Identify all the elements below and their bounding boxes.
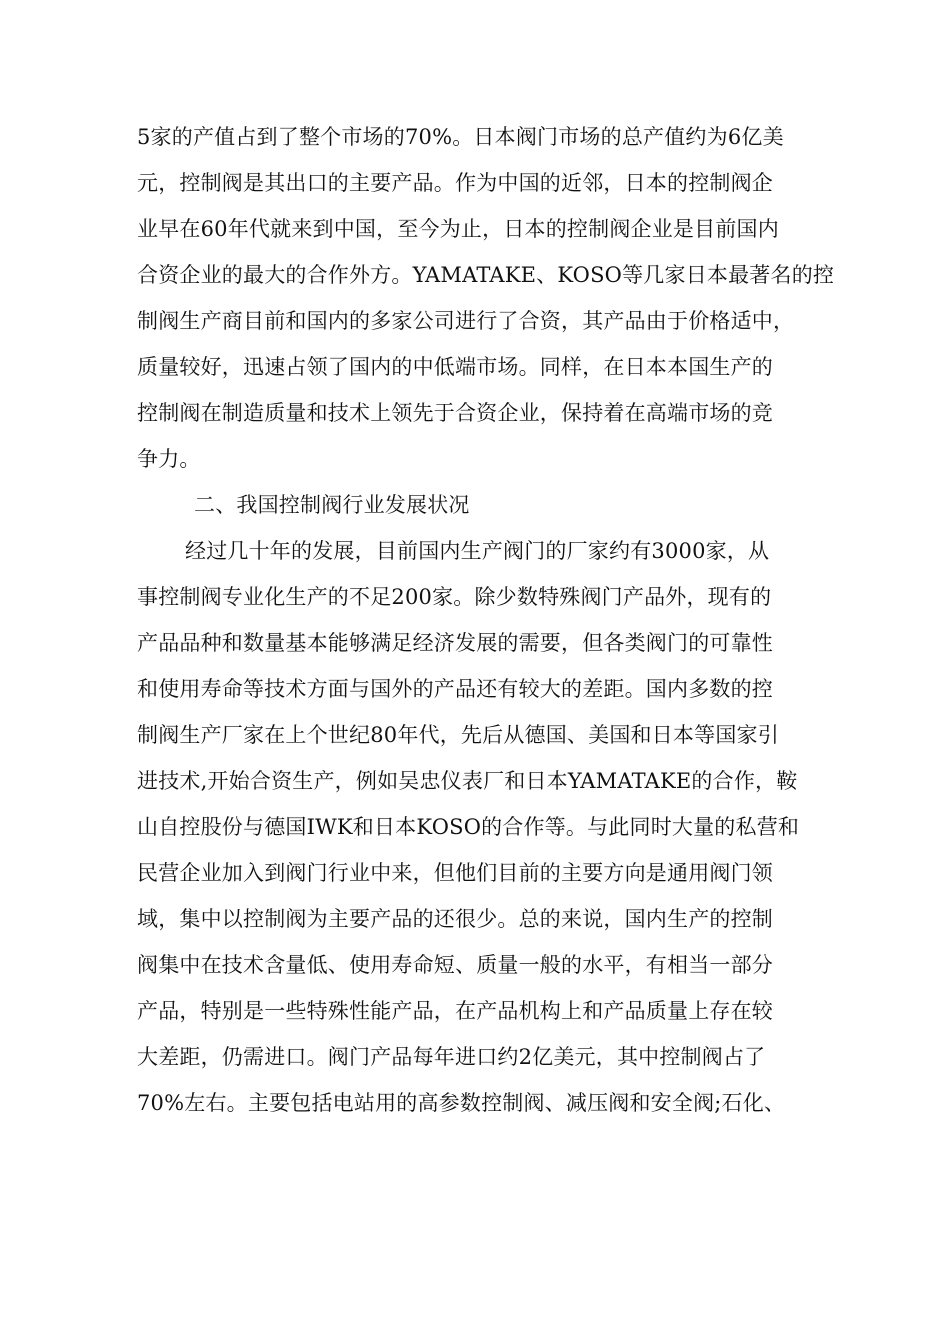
paragraph-line: 质量较好，迅速占领了国内的中低端市场。同样，在日本本国生产的 [137, 355, 773, 379]
paragraph-line: 民营企业加入到阀门行业中来，但他们目前的主要方向是通用阀门领 [137, 861, 773, 885]
paragraph-line: 和使用寿命等技术方面与国外的产品还有较大的差距。国内多数的控 [137, 677, 773, 701]
paragraph-line: 经过几十年的发展，目前国内生产阀门的厂家约有3000家，从 [185, 539, 770, 563]
paragraph-line: 争力。 [137, 447, 201, 471]
paragraph-line: 产品品种和数量基本能够满足经济发展的需要，但各类阀门的可靠性 [137, 631, 773, 655]
paragraph-line: 进技术,开始合资生产，例如吴忠仪表厂和日本YAMATAKE的合作，鞍 [137, 769, 798, 793]
paragraph-line: 事控制阀专业化生产的不足200家。除少数特殊阀门产品外，现有的 [137, 585, 772, 609]
paragraph-line: 山自控股份与德国IWK和日本KOSO的合作等。与此同时大量的私营和 [137, 815, 800, 839]
paragraph-line: 合资企业的最大的合作外方。YAMATAKE、KOSO等几家日本最著名的控 [137, 263, 835, 287]
paragraph-line: 产品，特别是一些特殊性能产品，在产品机构上和产品质量上存在较 [137, 999, 773, 1023]
section-heading: 二、我国控制阀行业发展状况 [194, 493, 470, 517]
paragraph-line: 域，集中以控制阀为主要产品的还很少。总的来说，国内生产的控制 [137, 907, 773, 931]
paragraph-line: 5家的产值占到了整个市场的70%。日本阀门市场的总产值约为6亿美 [137, 125, 784, 149]
paragraph-line: 制阀生产商目前和国内的多家公司进行了合资，其产品由于价格适中， [137, 309, 795, 333]
paragraph-line: 大差距，仍需进口。阀门产品每年进口约2亿美元，其中控制阀占了 [137, 1045, 766, 1069]
paragraph-line: 业早在60年代就来到中国，至今为止，日本的控制阀企业是目前国内 [137, 217, 779, 241]
paragraph-line: 制阀生产厂家在上个世纪80年代，先后从德国、美国和日本等国家引 [137, 723, 779, 747]
paragraph-line: 70%左右。主要包括电站用的高参数控制阀、减压阀和安全阀;石化、 [137, 1091, 786, 1115]
paragraph-line: 控制阀在制造质量和技术上领先于合资企业，保持着在高端市场的竞 [137, 401, 773, 425]
paragraph-line: 元，控制阀是其出口的主要产品。作为中国的近邻，日本的控制阀企 [137, 171, 773, 195]
paragraph-line: 阀集中在技术含量低、使用寿命短、质量一般的水平，有相当一部分 [137, 953, 773, 977]
